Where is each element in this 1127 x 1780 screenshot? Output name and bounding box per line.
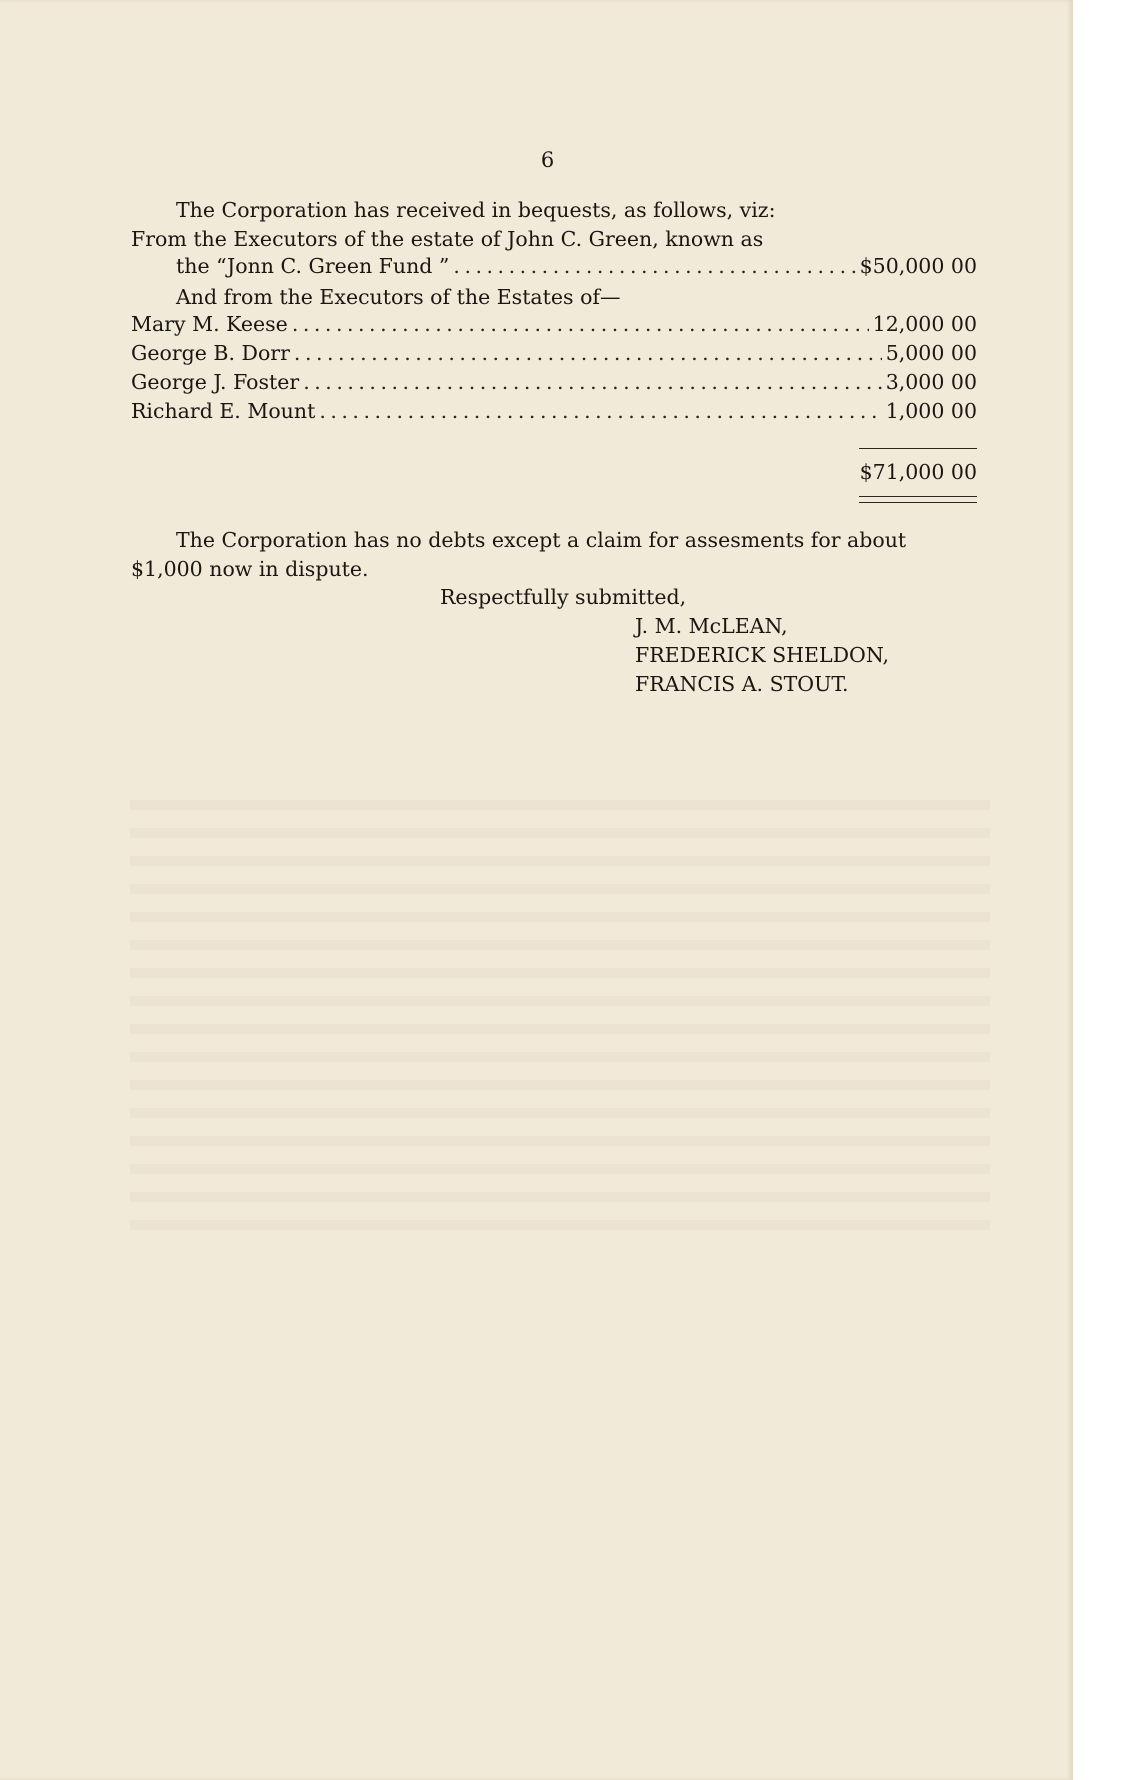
dot-leader	[319, 399, 881, 423]
green-fund-label: the “Jonn C. Green Fund ”	[176, 254, 450, 278]
dot-leader	[453, 254, 855, 278]
sum-rule	[859, 448, 977, 449]
green-estate-line: From the Executors of the estate of John C. Green, known as	[131, 227, 764, 251]
estate-name: George B. Dorr	[131, 341, 290, 365]
total-amount: $71,000 00	[859, 460, 977, 484]
total-double-rule-top	[859, 496, 977, 497]
green-fund-amount: $50,000 00	[859, 254, 977, 278]
green-fund-row	[176, 254, 977, 283]
signatory: FREDERICK SHELDON,	[635, 643, 889, 667]
estate-row	[131, 370, 977, 399]
estate-name: Richard E. Mount	[131, 399, 316, 423]
closing: Respectfully submitted,	[440, 585, 687, 609]
dot-leader	[294, 341, 882, 365]
signatory: FRANCIS A. STOUT.	[635, 672, 849, 696]
estate-amount: 12,000 00	[872, 312, 977, 336]
estate-row	[131, 399, 977, 428]
estate-amount: 1,000 00	[885, 399, 977, 423]
total-double-rule-bottom	[859, 502, 977, 503]
page-number: 6	[540, 148, 555, 172]
estate-name: Mary M. Keese	[131, 312, 288, 336]
estate-amount: 3,000 00	[885, 370, 977, 394]
dot-leader	[292, 312, 869, 336]
bleed-through-lines	[130, 800, 990, 1580]
intro-line: The Corporation has received in bequests, as follows, viz:	[176, 198, 776, 222]
debts-line-2: $1,000 now in dispute.	[131, 557, 369, 581]
signatory: J. M. McLEAN,	[635, 614, 788, 638]
estate-name: George J. Foster	[131, 370, 300, 394]
debts-line-1: The Corporation has no debts except a claim for assesments for about	[176, 528, 907, 552]
scan-margin	[1073, 0, 1127, 1780]
estate-amount: 5,000 00	[885, 341, 977, 365]
dot-leader	[303, 370, 881, 394]
estates-intro: And from the Executors of the Estates of—	[176, 285, 621, 309]
estate-row	[131, 312, 977, 341]
estate-row	[131, 341, 977, 370]
